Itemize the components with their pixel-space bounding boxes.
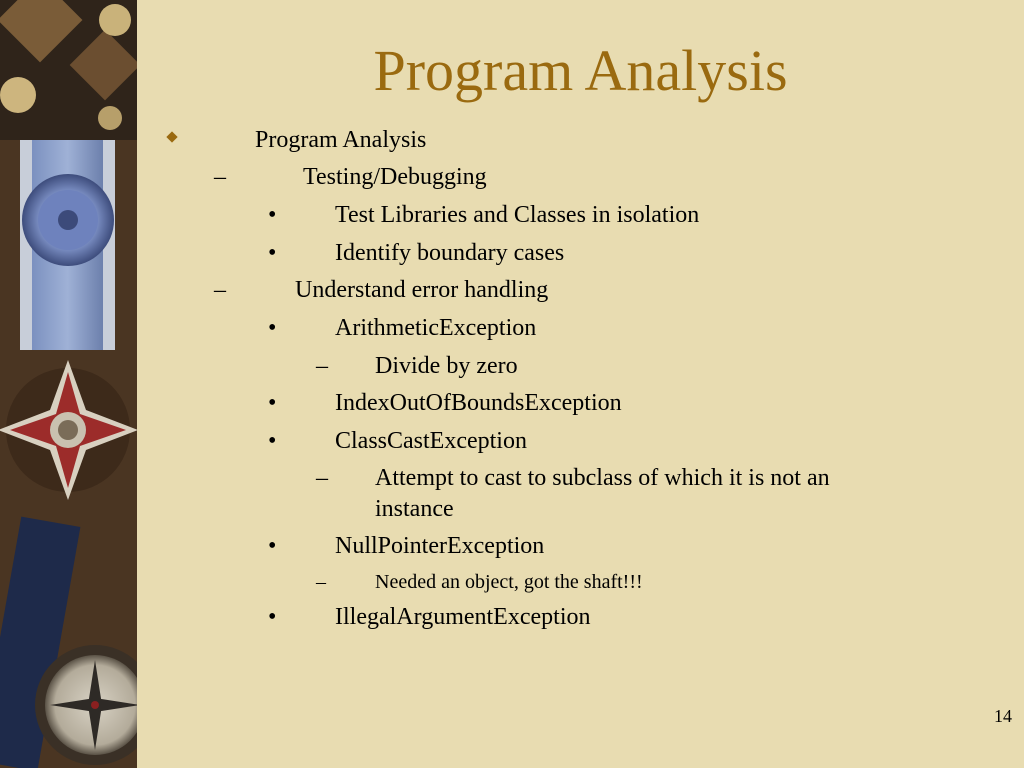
outline-item-null-pointer-exception: NullPointerException xyxy=(335,533,545,559)
outline-item-attempt-cast-line1: Attempt to cast to subclass of which it is not an xyxy=(375,465,830,491)
outline-item-program-analysis: Program Analysis xyxy=(255,127,427,153)
outline-item-arithmetic-exception: ArithmeticException xyxy=(335,315,537,341)
dot-bullet: • xyxy=(268,315,277,341)
outline-item-testing-debugging: Testing/Debugging xyxy=(303,164,487,190)
outline-item-error-handling: Understand error handling xyxy=(295,277,549,303)
dash-bullet: – xyxy=(214,277,226,303)
dot-bullet: • xyxy=(268,240,277,266)
dash-bullet: – xyxy=(316,571,326,593)
dot-bullet: • xyxy=(268,202,277,228)
dot-bullet: • xyxy=(268,428,277,454)
outline-item-boundary-cases: Identify boundary cases xyxy=(335,240,565,266)
dash-bullet: – xyxy=(316,353,328,379)
dot-bullet: • xyxy=(268,533,277,559)
dot-bullet: • xyxy=(268,604,277,630)
outline-item-needed-an-object: Needed an object, got the shaft!!! xyxy=(375,571,643,593)
outline-item-index-out-of-bounds: IndexOutOfBoundsException xyxy=(335,390,622,416)
dot-bullet: • xyxy=(268,390,277,416)
outline-item-class-cast-exception: ClassCastException xyxy=(335,428,527,454)
outline-item-attempt-cast-line2: instance xyxy=(375,496,454,522)
slide-title: Program Analysis xyxy=(373,38,788,103)
dash-bullet: – xyxy=(316,465,328,491)
dash-bullet: – xyxy=(214,164,226,190)
outline-item-divide-by-zero: Divide by zero xyxy=(375,353,518,379)
slide-number: 14 xyxy=(994,706,1012,726)
diamond-bullet-icon xyxy=(166,131,177,142)
outline-item-illegal-argument-exception: IllegalArgumentException xyxy=(335,604,591,630)
outline-item-test-libraries: Test Libraries and Classes in isolation xyxy=(335,202,700,228)
